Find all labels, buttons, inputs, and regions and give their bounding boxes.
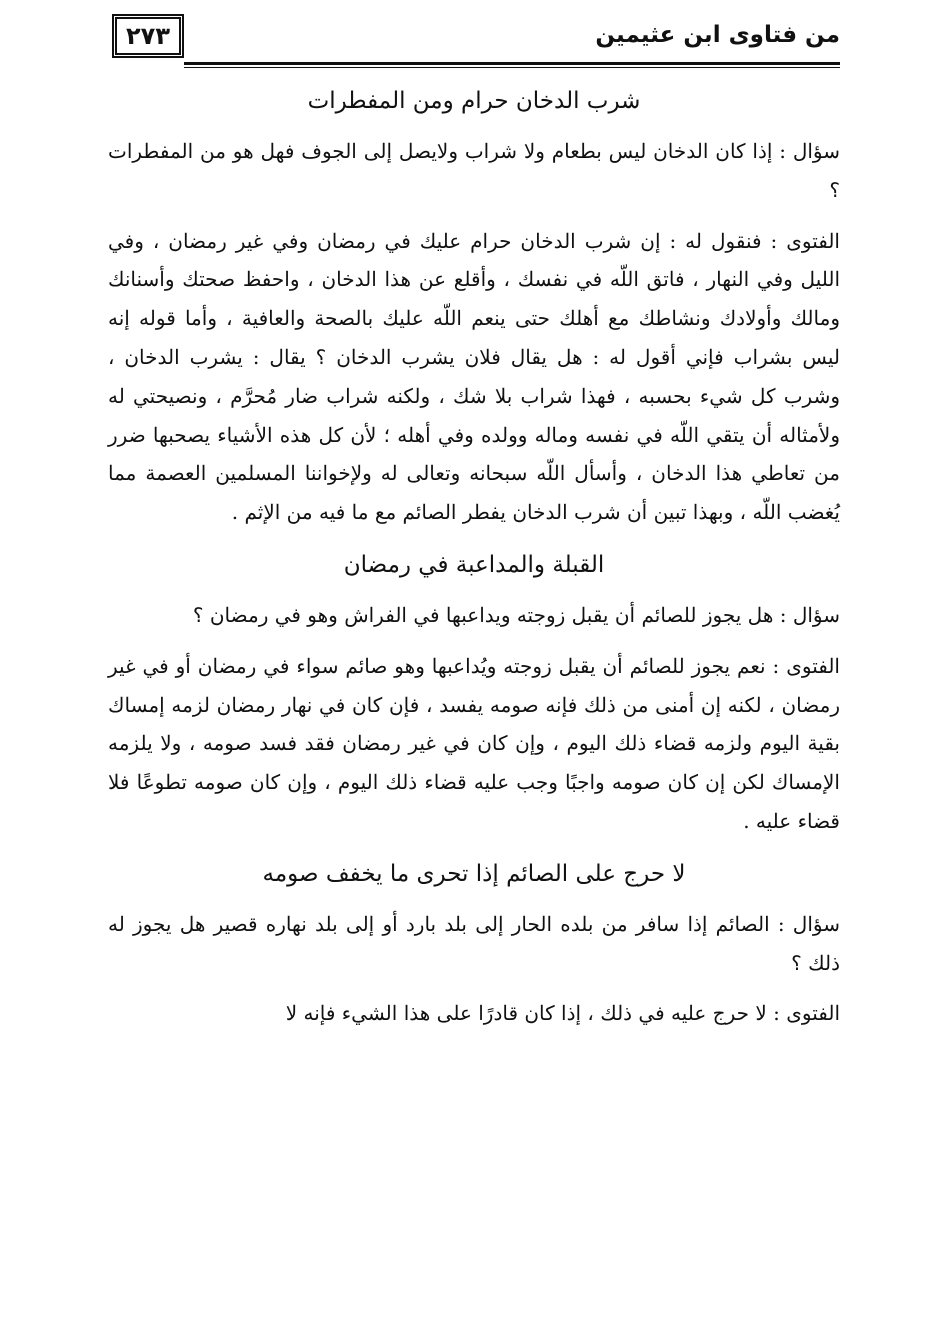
- section-heading-kissing: القبلة والمداعبة في رمضان: [343, 551, 605, 578]
- question-kissing: سؤال : هل يجوز للصائم أن يقبل زوجته ويداعبها في الفراش وهو في رمضان ؟: [192, 602, 840, 627]
- page-number: ٢٧٣: [112, 14, 184, 58]
- question-smoking: سؤال : إذا كان الدخان ليس بطعام ولا شراب ولايصل إلى الجوف فهل هو من المفطرات ؟: [108, 139, 840, 202]
- page-content: [108, 82, 840, 1033]
- question-travel: سؤال : الصائم إذا سافر من بلده الحار إلى بلد بارد أو إلى بلد نهاره قصير هل يجوز له ذلك ؟: [108, 911, 840, 975]
- answer-smoking: الفتوى : فنقول له : إن شرب الدخان حرام عليك في رمضان وفي غير رمضان ، وفي الليل وفي النهار ، فاتق اللّه في نفسك ، وأقلع عن هذا الدخان ، واحفظ صحتك وأسنانك ومالك وأولادك ونشاطك مع أهلك حتى ينعم اللّه عليك بالصحة والعافية ، وأما قوله إنه ليس بشراب فإني أقول له : هل يقال فلان يشرب الدخان ؟ يقال : يشرب الدخان ، وشرب كل شيء بحسبه ، فهذا شراب بلا شك ، ولكنه شراب ضار مُحرَّم ، ونصيحتي له ولأمثاله أن يتقي اللّه في نفسه وماله وولده وفي أهله ؛ لأن كل هذه الأشياء يصحبها ضرر من تعاطي هذا الدخان ، وأسأل اللّه سبحانه وتعالى له ولإخواننا المسلمين العصمة مما يُغضب اللّه ، وبهذا تبين أن شرب الدخان يفطر الصائم مع ما فيه من الإثم .: [108, 228, 840, 525]
- header-rule-thin: [184, 67, 840, 68]
- section-heading-smoking: شرب الدخان حرام ومن المفطرات: [307, 88, 641, 114]
- page-header: [108, 10, 840, 70]
- answer-travel: الفتوى : لا حرج عليه في ذلك ، إذا كان قادرًا على هذا الشيء فإنه لا: [285, 1001, 840, 1026]
- answer-kissing: الفتوى : نعم يجوز للصائم أن يقبل زوجته ويُداعبها وهو صائم سواء في رمضان أو في غير رمضان ، لكنه إن أمنى من ذلك فإنه صومه يفسد ، فإن كان في نهار رمضان لزمه إمساك بقية اليوم ولزمه قضاء ذلك اليوم ، وإن كان في غير رمضان فقد فسد صومه ، ولا يلزمه الإمساك لكن إن كان صومه واجبًا وجب عليه قضاء ذلك اليوم ، وإن كان صومه تطوعًا فلا قضاء عليه .: [108, 653, 840, 833]
- header-rule: [184, 62, 840, 65]
- section-heading-travel: لا حرج على الصائم إذا تحرى ما يخفف صومه: [262, 860, 686, 887]
- book-title: من فتاوى ابن عثيمين: [595, 22, 840, 48]
